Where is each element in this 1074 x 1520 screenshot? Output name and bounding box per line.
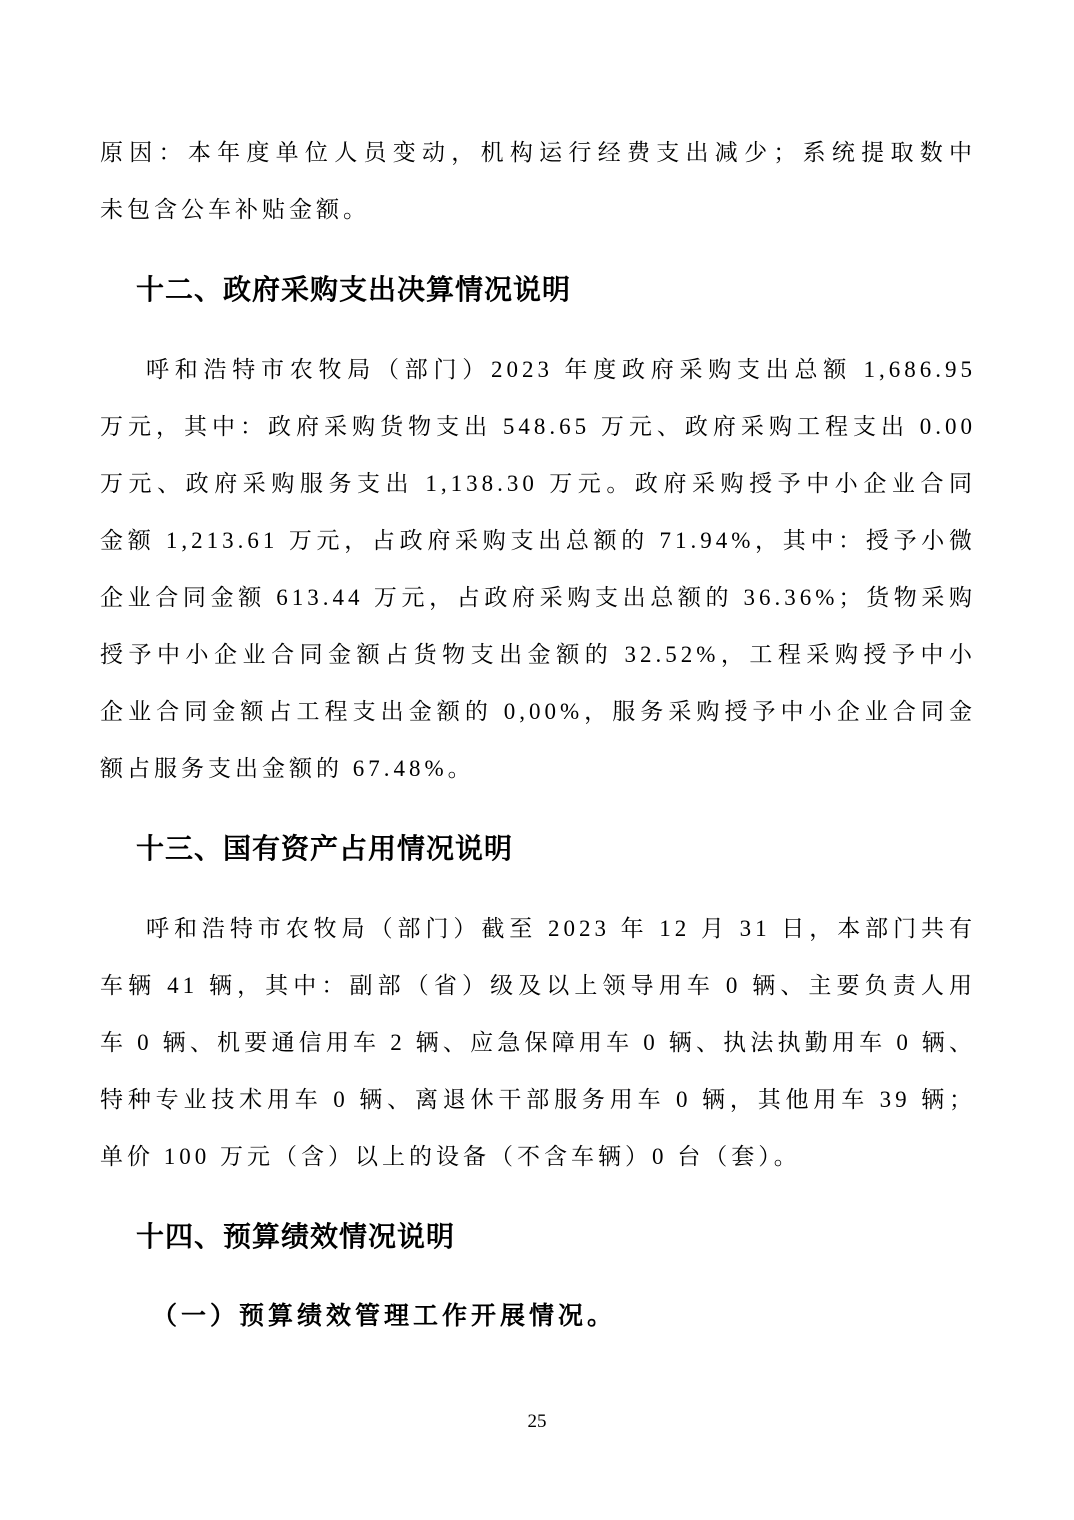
paragraph-line: 额占服务支出金额的 67.48%。: [100, 756, 475, 781]
section-heading-13: 十三、国有资产占用情况说明: [136, 833, 514, 864]
section-13: [100, 820, 976, 1185]
section-heading-14: 十四、预算绩效情况说明: [136, 1221, 456, 1252]
paragraph-line: 授予中小企业合同金额占货物支出金额的 32.52%，工程采购授予中小: [100, 642, 976, 667]
section-13-paragraph: [100, 900, 976, 1185]
section-12: [100, 261, 976, 797]
section-14-subheading: （一）预算绩效管理工作开展情况。: [152, 1303, 617, 1330]
paragraph-line: 万元、政府采购服务支出 1,138.30 万元。政府采购授予中小企业合同: [100, 471, 976, 496]
page-content: [100, 124, 976, 1345]
section-12-paragraph: [100, 341, 976, 797]
paragraph-line: 未包含公车补贴金额。: [100, 197, 370, 222]
continuation-paragraph: [100, 124, 976, 238]
section-heading-12: 十二、政府采购支出决算情况说明: [136, 274, 572, 305]
paragraph-line: 车 0 辆、机要通信用车 2 辆、应急保障用车 0 辆、执法执勤用车 0 辆、: [100, 1030, 976, 1055]
page-number: 25: [527, 1411, 547, 1432]
paragraph-line: 万元，其中：政府采购货物支出 548.65 万元、政府采购工程支出 0.00: [100, 414, 976, 439]
paragraph-line: 特种专业技术用车 0 辆、离退休干部服务用车 0 辆，其他用车 39 辆；: [100, 1087, 976, 1112]
paragraph-line: 企业合同金额占工程支出金额的 0,00%，服务采购授予中小企业合同金: [100, 699, 976, 724]
paragraph-line: 金额 1,213.61 万元，占政府采购支出总额的 71.94%，其中：授予小微: [100, 528, 976, 553]
paragraph-line: 单价 100 万元（含）以上的设备（不含车辆）0 台（套）。: [100, 1144, 801, 1169]
paragraph-line: 呼和浩特市农牧局（部门）2023 年度政府采购支出总额 1,686.95: [146, 357, 976, 382]
paragraph-line: 呼和浩特市农牧局（部门）截至 2023 年 12 月 31 日，本部门共有: [146, 916, 976, 941]
paragraph-line: 企业合同金额 613.44 万元，占政府采购支出总额的 36.36%；货物采购: [100, 585, 976, 610]
paragraph-line: 车辆 41 辆，其中：副部（省）级及以上领导用车 0 辆、主要负责人用: [100, 973, 976, 998]
paragraph-line: 原因：本年度单位人员变动，机构运行经费支出减少；系统提取数中: [100, 140, 976, 165]
section-14: [100, 1208, 976, 1345]
